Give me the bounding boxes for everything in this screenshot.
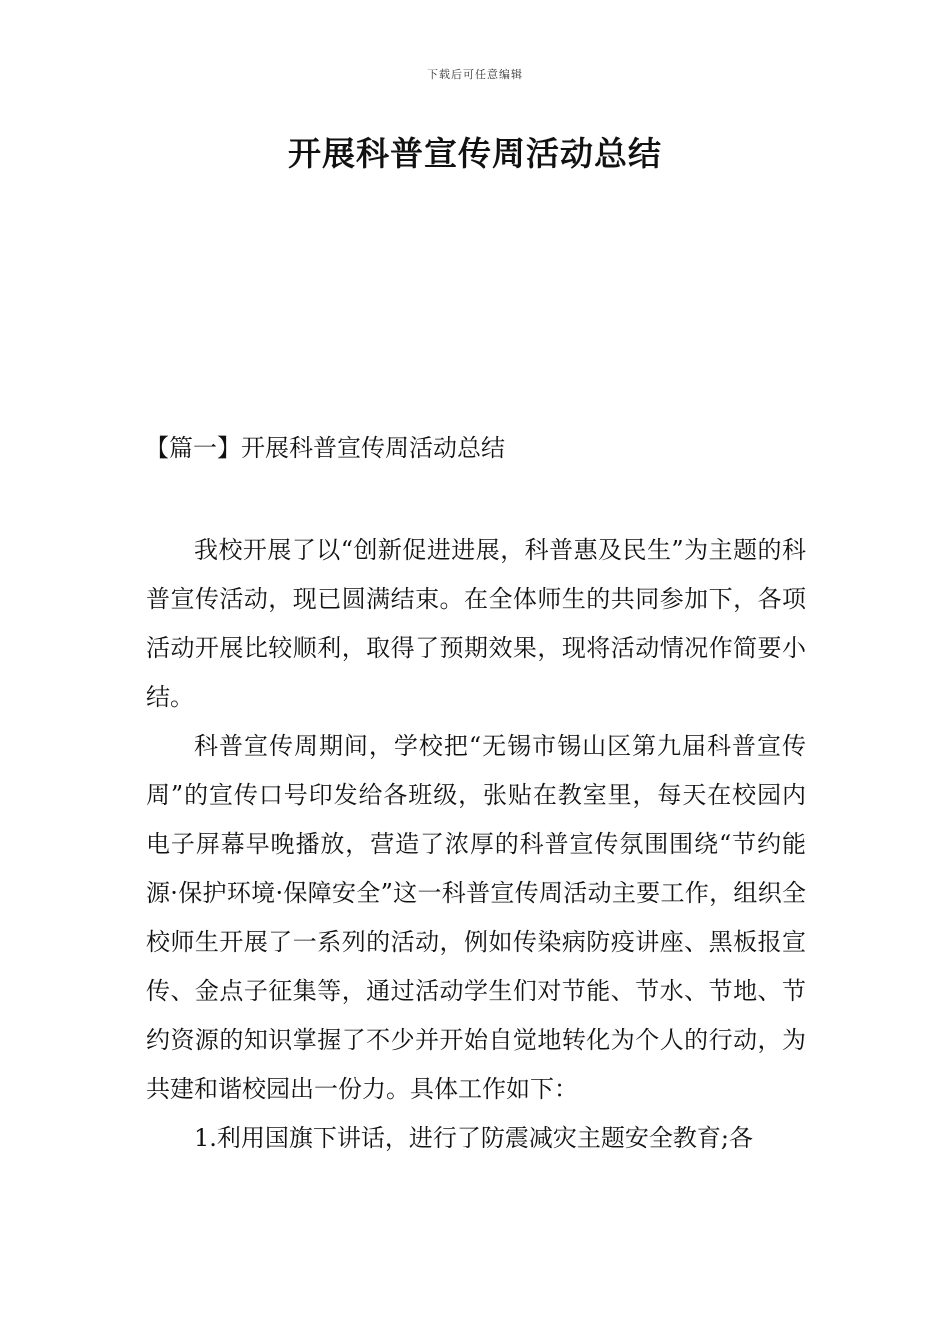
body-text [146, 526, 806, 1163]
section-heading: 【篇一】开展科普宣传周活动总结 [145, 434, 505, 462]
document-title: 开展科普宣传周活动总结 [288, 134, 662, 173]
header-note: 下载后可任意编辑 [427, 68, 523, 81]
paragraph-activities: 科普宣传周期间，学校把“无锡市锡山区第九届科普宣传周”的宣传口号印发给各班级，张贴在教室里，每天在校园内电子屏幕早晚播放，营造了浓厚的科普宣传氛围围绕“节约能源·保护环境·保障安全”这一科普宣传周活动主要工作，组织全校师生开展了一系列的活动，例如传染病防疫讲座、黑板报宣传、金点子征集等，通过活动学生们对节能、节水、节地、节约资源的知识掌握了不少并开始自觉地转化为个人的行动，为共建和谐校园出一份力。具体工作如下： [146, 732, 806, 1103]
paragraph-intro: 我校开展了以“创新促进进展，科普惠及民生”为主题的科普宣传活动，现已圆满结束。在全体师生的共同参加下，各项活动开展比较顺利，取得了预期效果，现将活动情况作简要小结。 [146, 536, 806, 711]
paragraph-item-1: 1.利用国旗下讲话，进行了防震减灾主题安全教育;各 [194, 1124, 753, 1152]
